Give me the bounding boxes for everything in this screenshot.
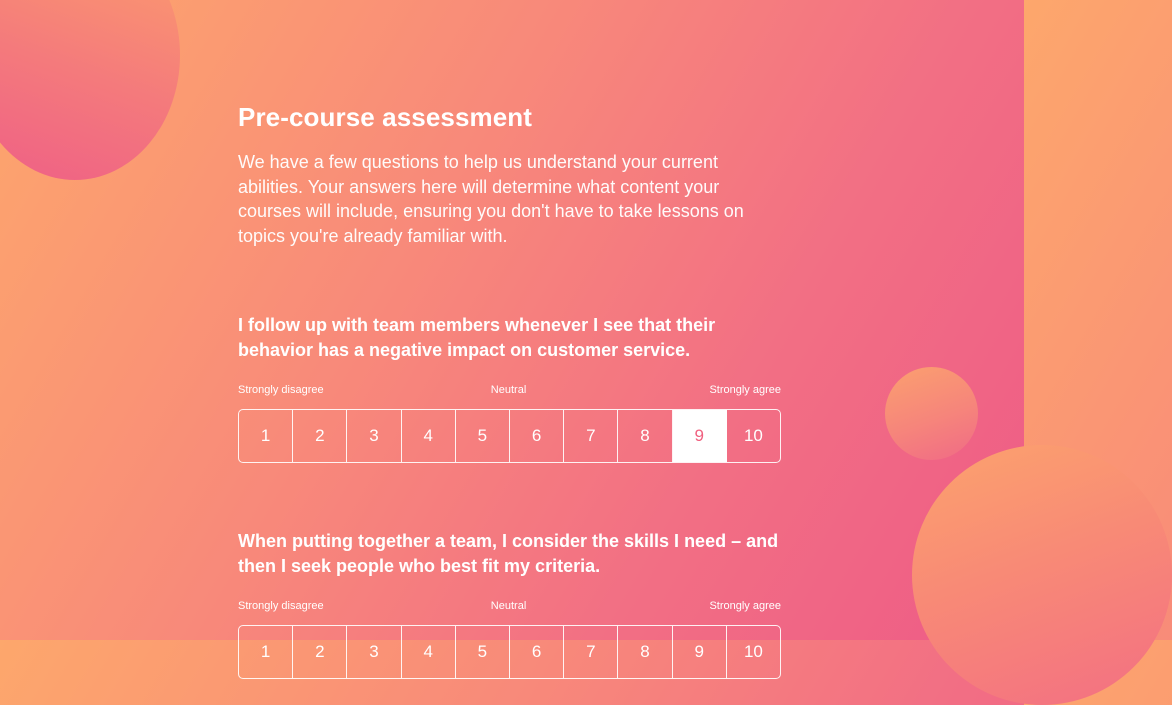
scale-label-low: Strongly disagree [238,600,324,612]
page-title: Pre-course assessment [238,102,533,132]
question-2 [238,529,781,679]
rating-option-6[interactable]: 6 [510,626,564,678]
intro-text: We have a few questions to help us understand your current abilities. Your answers here will determine what content your courses will include, ensuring you don't have to take lessons on topics you're already familiar with. [238,152,744,246]
rating-option-7[interactable]: 7 [564,626,618,678]
rating-option-4[interactable]: 4 [402,410,456,462]
decorative-circle-top-left [0,0,180,180]
scale-labels [238,383,781,397]
scale-label-low: Strongly disagree [238,384,324,396]
rating-option-3[interactable]: 3 [347,626,401,678]
rating-option-10[interactable]: 10 [743,426,763,445]
rating-option-5[interactable]: 5 [456,410,510,462]
rating-option-1[interactable]: 1 [239,626,293,678]
scale-labels [238,599,781,613]
question-text: I follow up with team members whenever I see that their behavior has a negative impact on customer service. [238,315,716,360]
rating-option-2[interactable]: 2 [293,410,347,462]
scale-label-mid: Neutral [490,600,527,612]
rating-option-1[interactable]: 1 [239,410,293,462]
question-1 [238,313,781,463]
rating-option-3[interactable]: 3 [347,410,401,462]
rating-option-9[interactable]: 9 [673,626,727,678]
rating-scale [238,625,781,679]
rating-scale [238,409,781,463]
question-text: When putting together a team, I consider the skills I need – and then I seek people who best fit my criteria. [238,531,779,576]
rating-option-4[interactable]: 4 [402,626,456,678]
rating-option-7[interactable]: 7 [564,410,618,462]
rating-option-10[interactable]: 10 [743,642,763,661]
decorative-circle-mid-right [885,367,978,460]
scale-label-mid: Neutral [490,384,527,396]
rating-option-8[interactable]: 8 [618,410,672,462]
rating-option-8[interactable]: 8 [618,626,672,678]
rating-option-5[interactable]: 5 [456,626,510,678]
assessment-container [238,100,781,661]
scale-label-high: Strongly agree [709,384,781,396]
rating-option-9[interactable]: 9 [673,410,727,462]
decorative-circle-bottom-right [912,445,1172,705]
rating-option-2[interactable]: 2 [293,626,347,678]
rating-option-6[interactable]: 6 [510,410,564,462]
scale-label-high: Strongly agree [709,600,781,612]
